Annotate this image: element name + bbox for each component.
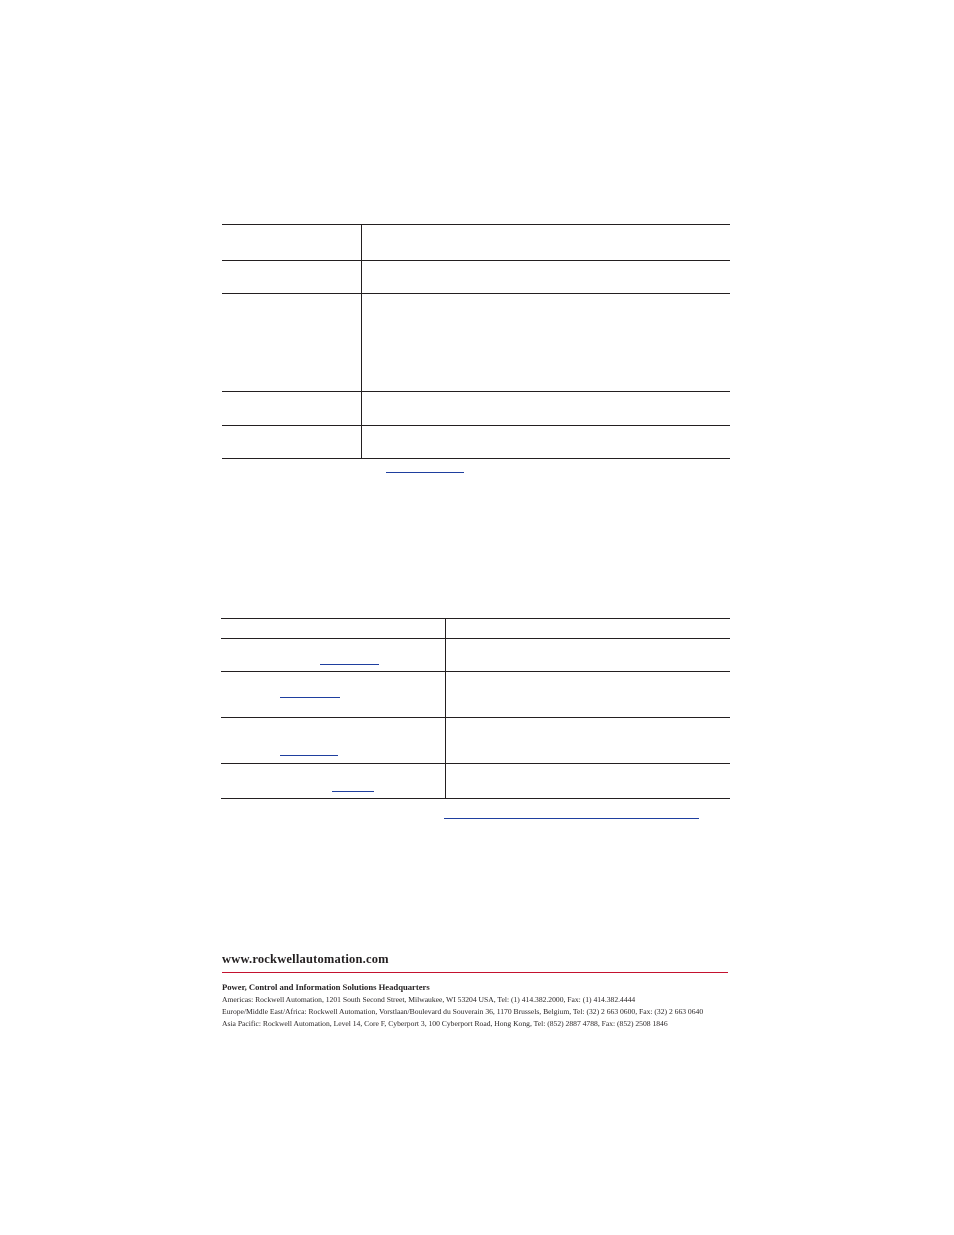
- table-cell: [446, 764, 730, 798]
- table-cell: [222, 392, 362, 425]
- contact-link[interactable]: [280, 755, 338, 756]
- table-cell: [446, 718, 730, 763]
- table-row: [222, 261, 730, 294]
- table-row: [222, 294, 730, 392]
- table-row: [222, 426, 730, 458]
- table-cell: [222, 426, 362, 458]
- table-row: [222, 225, 730, 261]
- table-cell: [362, 392, 730, 425]
- table-cell: [446, 639, 730, 671]
- contact-link[interactable]: [332, 791, 374, 792]
- table-header-cell: [221, 619, 446, 638]
- document-footer: [222, 950, 728, 1030]
- table-row: [221, 718, 730, 764]
- contact-link[interactable]: [320, 664, 379, 665]
- table-header-row: [221, 619, 730, 639]
- table-cell: [362, 225, 730, 260]
- table-cell: [446, 672, 730, 717]
- contact-link[interactable]: [280, 697, 340, 698]
- table-cell: [222, 225, 362, 260]
- table-row: [222, 392, 730, 426]
- table-cell: [221, 639, 446, 671]
- table-header-cell: [446, 619, 730, 638]
- website-url[interactable]: www.rockwellautomation.com: [222, 952, 389, 966]
- table-cell: [362, 261, 730, 293]
- europe-address: Europe/Middle East/Africa: Rockwell Automation, Vorstlaan/Boulevard du Souverain 36, 1170 Brussels, Belgium, Tel: (32) 2 663 0600, Fax: (32) 2 663 0640: [222, 1007, 704, 1016]
- asia-address: Asia Pacific: Rockwell Automation, Level 14, Core F, Cyberport 3, 100 Cyberport Road, Hong Kong, Tel: (852) 2887 4788, Fax: (852) 2508 1846: [222, 1019, 668, 1028]
- table-cell: [221, 718, 446, 763]
- table-row: [221, 639, 730, 672]
- americas-address: Americas: Rockwell Automation, 1201 South Second Street, Milwaukee, WI 53204 USA, Tel: (1) 414.382.2000, Fax: (1) 414.382.4444: [222, 995, 636, 1004]
- support-link[interactable]: [386, 472, 464, 473]
- table-cell: [222, 261, 362, 293]
- footer-divider: [222, 972, 728, 973]
- headquarters-title: Power, Control and Information Solutions Headquarters: [222, 982, 430, 992]
- table-cell: [221, 764, 446, 798]
- support-contacts-table: [222, 224, 730, 459]
- support-website-link[interactable]: [444, 818, 699, 819]
- table-cell: [221, 672, 446, 717]
- table-cell: [222, 294, 362, 391]
- table-row: [221, 672, 730, 718]
- table-cell: [362, 294, 730, 391]
- table-cell: [362, 426, 730, 458]
- table-row: [221, 764, 730, 798]
- installation-assistance-table: [221, 618, 730, 799]
